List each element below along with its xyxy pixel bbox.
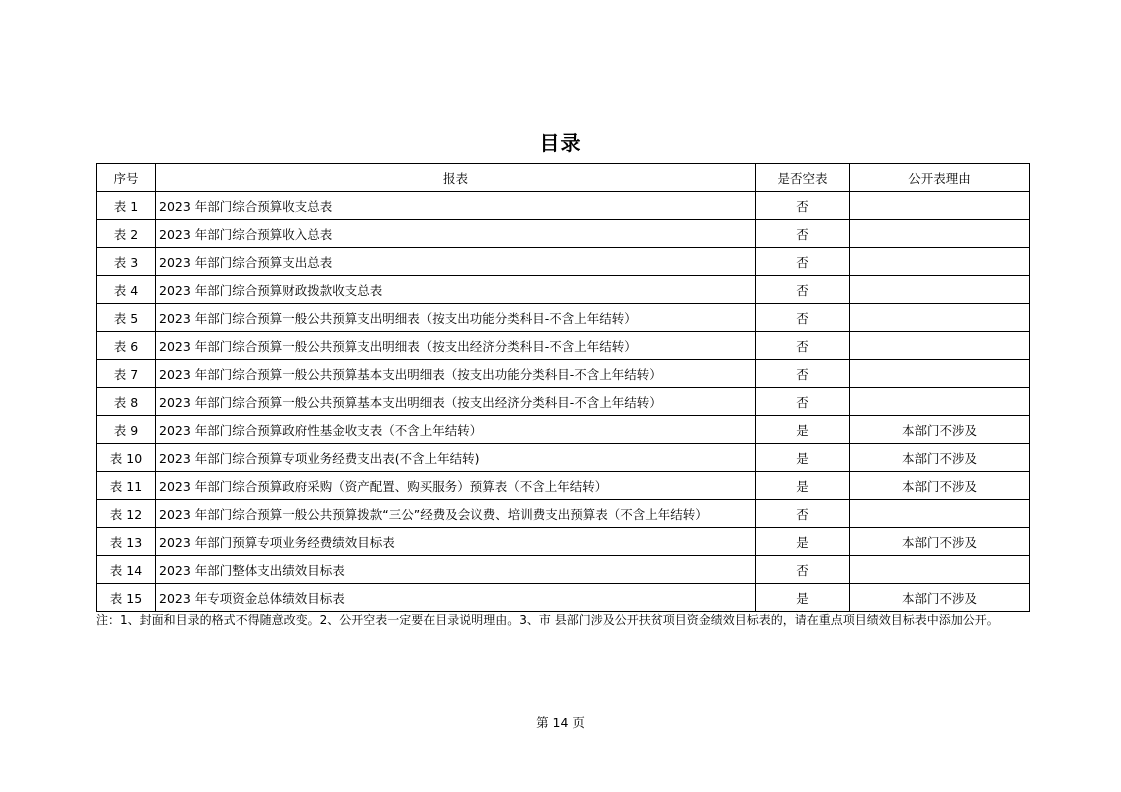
- row-number: 表 8: [97, 388, 156, 416]
- row-number: 表 10: [97, 444, 156, 472]
- row-number: 表 14: [97, 556, 156, 584]
- row-report-name: 2023 年部门综合预算一般公共预算支出明细表（按支出经济分类科目-不含上年结转）: [156, 332, 756, 360]
- table-body: [97, 192, 1030, 612]
- table-row: [97, 556, 1030, 584]
- row-reason: [850, 388, 1030, 416]
- row-report-name: 2023 年部门综合预算专项业务经费支出表(不含上年结转): [156, 444, 756, 472]
- row-number: 表 3: [97, 248, 156, 276]
- row-reason: 本部门不涉及: [850, 528, 1030, 556]
- row-reason: [850, 304, 1030, 332]
- header-name: 报表: [156, 164, 756, 192]
- row-is-empty: 否: [756, 500, 850, 528]
- row-is-empty: 是: [756, 528, 850, 556]
- row-number: 表 4: [97, 276, 156, 304]
- header-no: 序号: [97, 164, 156, 192]
- header-is-empty: 是否空表: [756, 164, 850, 192]
- row-report-name: 2023 年部门综合预算一般公共预算拨款“三公”经费及会议费、培训费支出预算表（不含上年结转）: [156, 500, 756, 528]
- row-number: 表 9: [97, 416, 156, 444]
- row-is-empty: 否: [756, 388, 850, 416]
- footnote: 注：1、封面和目录的格式不得随意改变。2、公开空表一定要在目录说明理由。3、市 县部门涉及公开扶贫项目资金绩效目标表的，请在重点项目绩效目标表中添加公开。: [96, 613, 999, 627]
- row-report-name: 2023 年部门综合预算政府性基金收支表（不含上年结转）: [156, 416, 756, 444]
- row-is-empty: 是: [756, 416, 850, 444]
- page-number: 第 14 页: [536, 715, 585, 730]
- table-row: [97, 388, 1030, 416]
- row-report-name: 2023 年部门整体支出绩效目标表: [156, 556, 756, 584]
- table-row: [97, 276, 1030, 304]
- row-is-empty: 否: [756, 556, 850, 584]
- row-number: 表 7: [97, 360, 156, 388]
- row-is-empty: 否: [756, 248, 850, 276]
- row-number: 表 2: [97, 220, 156, 248]
- row-report-name: 2023 年部门综合预算一般公共预算基本支出明细表（按支出经济分类科目-不含上年结转）: [156, 388, 756, 416]
- table-row: [97, 444, 1030, 472]
- row-reason: [850, 192, 1030, 220]
- toc-table: [96, 163, 1030, 612]
- row-report-name: 2023 年部门综合预算政府采购（资产配置、购买服务）预算表（不含上年结转）: [156, 472, 756, 500]
- row-report-name: 2023 年部门综合预算支出总表: [156, 248, 756, 276]
- table-row: [97, 248, 1030, 276]
- row-is-empty: 否: [756, 220, 850, 248]
- page-title: 目录: [539, 131, 582, 155]
- row-number: 表 5: [97, 304, 156, 332]
- row-is-empty: 是: [756, 444, 850, 472]
- row-reason: [850, 276, 1030, 304]
- row-is-empty: 否: [756, 192, 850, 220]
- row-reason: [850, 248, 1030, 276]
- table-row: [97, 304, 1030, 332]
- row-reason: [850, 556, 1030, 584]
- table-row: [97, 528, 1030, 556]
- row-reason: [850, 220, 1030, 248]
- row-report-name: 2023 年部门综合预算一般公共预算基本支出明细表（按支出功能分类科目-不含上年结转）: [156, 360, 756, 388]
- table-row: [97, 220, 1030, 248]
- row-is-empty: 否: [756, 276, 850, 304]
- row-number: 表 13: [97, 528, 156, 556]
- row-is-empty: 否: [756, 332, 850, 360]
- row-reason: 本部门不涉及: [850, 416, 1030, 444]
- row-number: 表 6: [97, 332, 156, 360]
- row-reason: 本部门不涉及: [850, 584, 1030, 612]
- row-is-empty: 是: [756, 584, 850, 612]
- row-report-name: 2023 年部门预算专项业务经费绩效目标表: [156, 528, 756, 556]
- row-is-empty: 否: [756, 360, 850, 388]
- row-is-empty: 是: [756, 472, 850, 500]
- row-report-name: 2023 年部门综合预算收支总表: [156, 192, 756, 220]
- table-header-row: [97, 164, 1030, 192]
- table-row: [97, 360, 1030, 388]
- row-number: 表 11: [97, 472, 156, 500]
- header-reason: 公开表理由: [850, 164, 1030, 192]
- row-is-empty: 否: [756, 304, 850, 332]
- row-report-name: 2023 年专项资金总体绩效目标表: [156, 584, 756, 612]
- row-reason: [850, 500, 1030, 528]
- row-reason: 本部门不涉及: [850, 444, 1030, 472]
- row-reason: 本部门不涉及: [850, 472, 1030, 500]
- table-row: [97, 332, 1030, 360]
- row-number: 表 15: [97, 584, 156, 612]
- row-report-name: 2023 年部门综合预算一般公共预算支出明细表（按支出功能分类科目-不含上年结转）: [156, 304, 756, 332]
- row-report-name: 2023 年部门综合预算收入总表: [156, 220, 756, 248]
- table-row: [97, 584, 1030, 612]
- row-number: 表 12: [97, 500, 156, 528]
- row-number: 表 1: [97, 192, 156, 220]
- row-report-name: 2023 年部门综合预算财政拨款收支总表: [156, 276, 756, 304]
- table-row: [97, 416, 1030, 444]
- table-row: [97, 472, 1030, 500]
- table-row: [97, 500, 1030, 528]
- table-row: [97, 192, 1030, 220]
- row-reason: [850, 360, 1030, 388]
- row-reason: [850, 332, 1030, 360]
